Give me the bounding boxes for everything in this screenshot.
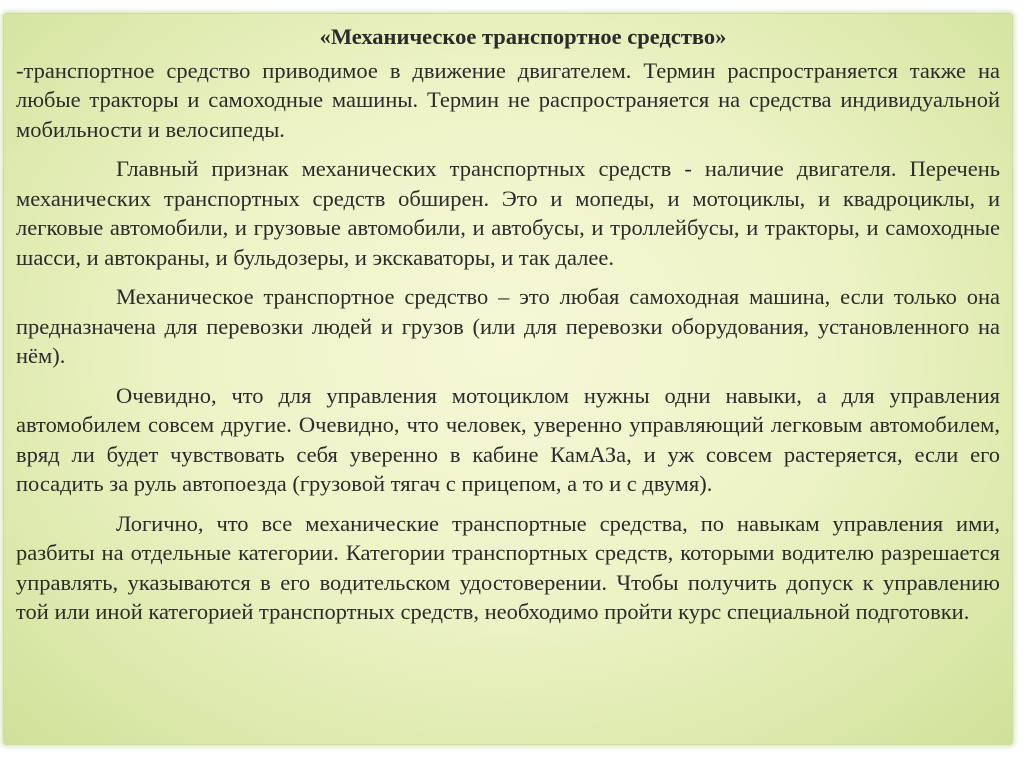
paragraph-skills: Очевидно, что для управления мотоциклом нужны одни навыки, а для управления автомобилем совсем другие. Очевидно, что человек, уверенно управляющий легковым автомобилем, вряд ли будет чувствовать себя уверенно в кабине КамАЗа, и уж совсем растеряется, если его посадить за руль автопоезда (грузовой тягач с прицепом, а то и с двумя). [16, 382, 1000, 496]
paragraph-main-feature: Главный признак механических транспортных средств - наличие двигателя. Перечень механических транспортных средств обширен. Это и мопеды, и мотоциклы, и квадроциклы, и легковые автомобили, и грузовые автомобили, и автобусы, и троллейбусы, и тракторы, и самоходные шасси, и автокраны, и бульдозеры, и экскаваторы, и так далее. [16, 156, 1000, 270]
content-block [16, 22, 1000, 637]
paragraph-self-propelled: Механическое транспортное средство – это любая самоходная машина, если только она предназначена для перевозки людей и грузов (или для перевозки оборудования, установленного на нём). [16, 284, 1000, 368]
slide-title: «Механическое транспортное средство» [319, 24, 727, 49]
paragraph-categories: Логично, что все механические транспортные средства, по навыкам управления ими, разбиты на отдельные категории. Категории транспортных средств, которыми водителю разрешается управлять, указываются в его водительском удостоверении. Чтобы получить допуск к управлению той или иной категорией транспортных средств, необходимо пройти курс специальной подготовки. [16, 510, 1000, 624]
text-card [4, 14, 1012, 744]
paragraph-definition: -транспортное средство приводимое в движение двигателем. Термин распространяется также на любые тракторы и самоходные машины. Термин не распространяется на средства индивидуальной мобильности и велосипеды. [16, 57, 1000, 142]
